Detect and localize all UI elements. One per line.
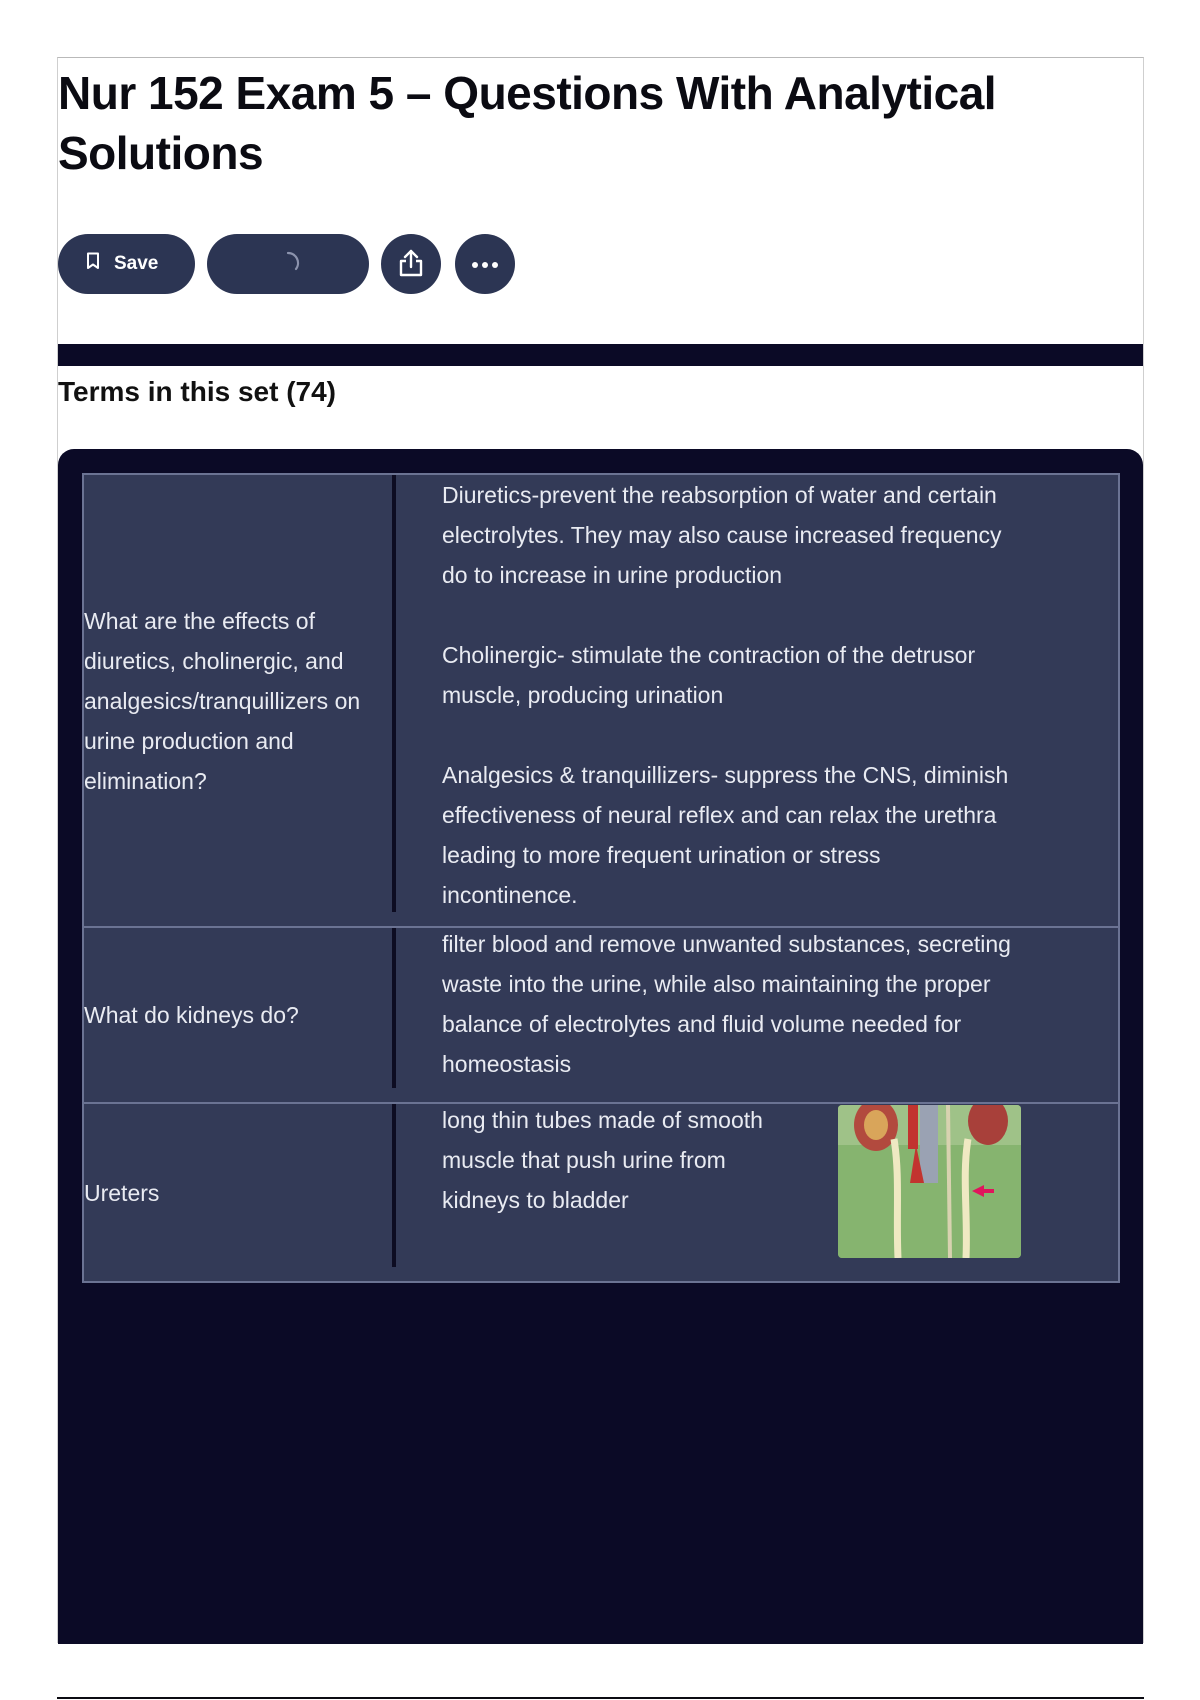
definition-text: long thin tubes made of smooth muscle that push urine from kidneys to bladder [442, 1107, 763, 1213]
footer-rule [57, 1697, 1144, 1699]
share-button[interactable] [381, 234, 441, 294]
loading-button[interactable] [207, 234, 369, 294]
spinner-icon [275, 250, 301, 279]
terms-heading: Terms in this set (74) [58, 376, 337, 407]
term-cell [84, 928, 389, 1102]
action-toolbar [58, 234, 527, 294]
definition-text: Diuretics-prevent the reabsorption of water and certain electrolytes. They may also cause increased frequency do to increase in urine production Cholinergic- stimulate the contraction of the detrusor muscle, producing urination Analgesics & tranquillizers- suppress the CNS, diminish effectiveness of neural reflex and can relax the urethra leading to more frequent urination or stress incontinence. [442, 482, 1009, 908]
study-set-page [57, 57, 1144, 1643]
term-text: What do kidneys do? [84, 1002, 299, 1028]
column-divider [392, 928, 396, 1088]
save-button-label: Save [114, 253, 159, 274]
term-text: Ureters [84, 1179, 160, 1206]
terms-table [82, 473, 1120, 1283]
term-cell [84, 475, 389, 926]
column-divider [392, 1104, 396, 1267]
more-horizontal-icon [470, 257, 500, 272]
term-cell [84, 1104, 389, 1281]
term-card[interactable] [82, 926, 1120, 1104]
share-icon [397, 248, 425, 281]
definition-text: filter blood and remove unwanted substances, secreting waste into the urine, while also maintaining the proper balance of electrolytes and fluid volume needed for homeostasis [442, 931, 1011, 1077]
term-text: What are the effects of diuretics, cholinergic, and analgesics/tranquillizers on urine production and elimination? [84, 607, 361, 794]
ureter-anatomy-model-image[interactable] [838, 1105, 1021, 1258]
terms-list [58, 449, 1143, 1644]
page-title: Nur 152 Exam 5 – Questions With Analytical Solutions [58, 67, 997, 179]
bookmark-icon [86, 252, 100, 276]
column-divider [392, 475, 396, 912]
section-divider [58, 344, 1143, 366]
more-options-button[interactable] [455, 234, 515, 294]
term-card[interactable] [82, 473, 1120, 928]
save-button[interactable] [58, 234, 195, 294]
term-card[interactable] [82, 1102, 1120, 1283]
